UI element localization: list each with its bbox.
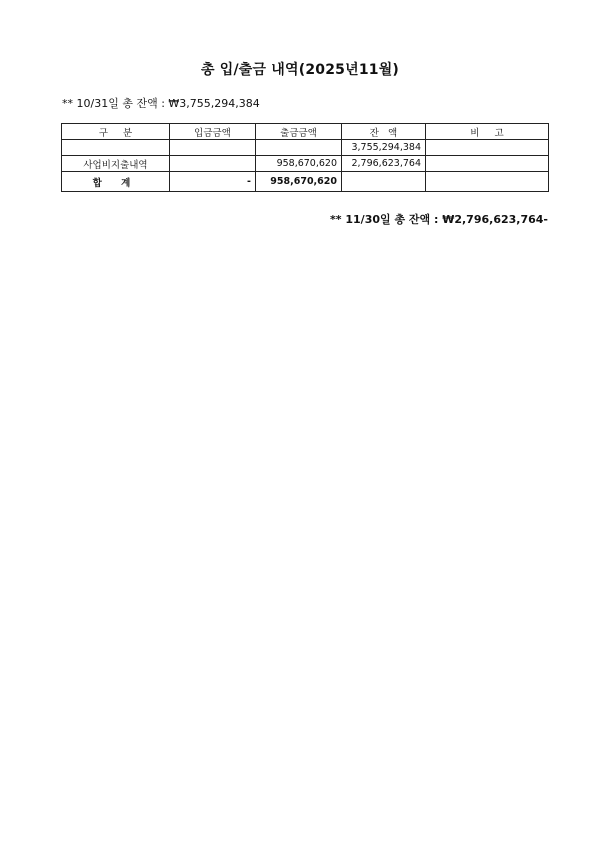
cell-category: 사업비지출내역 — [62, 156, 170, 172]
cell-withdrawal: 958,670,620 — [256, 156, 342, 172]
cell-balance: 3,755,294,384 — [342, 140, 426, 156]
cell-withdrawal — [256, 140, 342, 156]
cell-deposit — [170, 140, 256, 156]
closing-balance: ** 11/30일 총 잔액 : ₩2,796,623,764- — [330, 213, 548, 226]
total-label: 합 계 — [62, 172, 170, 192]
opening-balance: ** 10/31일 총 잔액 : ₩3,755,294,384 — [62, 97, 260, 110]
cell-deposit — [170, 156, 256, 172]
header-balance: 잔 액 — [342, 124, 426, 140]
header-remarks: 비 고 — [426, 124, 549, 140]
header-category: 구 분 — [62, 124, 170, 140]
cell-remarks — [426, 156, 549, 172]
document-title: 총 입/출금 내역(2025년11월) — [200, 62, 400, 78]
ledger-table — [61, 123, 549, 192]
header-withdrawal: 출금금액 — [256, 124, 342, 140]
total-remarks — [426, 172, 549, 192]
cell-remarks — [426, 140, 549, 156]
total-row — [62, 172, 549, 192]
cell-balance: 2,796,623,764 — [342, 156, 426, 172]
table-row — [62, 156, 549, 172]
total-deposit: - — [170, 172, 256, 192]
header-deposit: 입금금액 — [170, 124, 256, 140]
total-balance — [342, 172, 426, 192]
table-header-row — [62, 124, 549, 140]
table-row — [62, 140, 549, 156]
cell-category — [62, 140, 170, 156]
total-withdrawal: 958,670,620 — [256, 172, 342, 192]
